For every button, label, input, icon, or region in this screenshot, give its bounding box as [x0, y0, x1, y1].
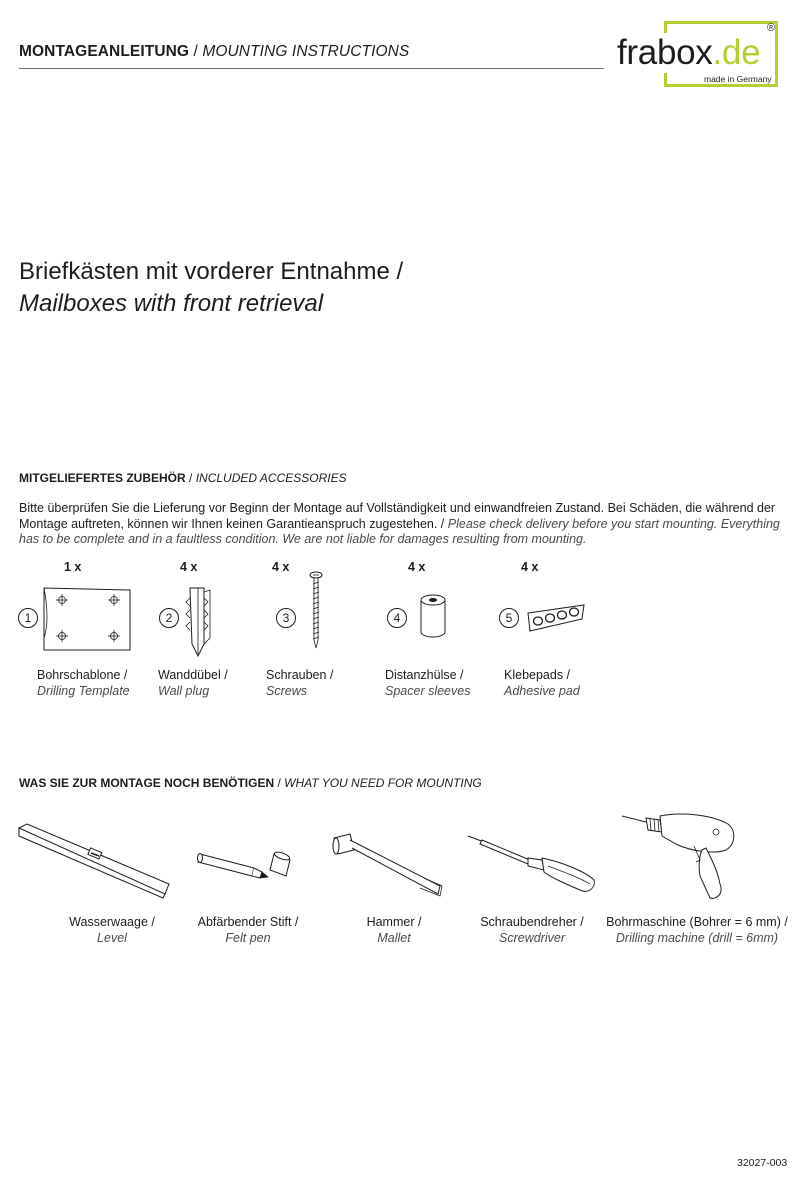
item-3-number: 3 — [276, 608, 296, 628]
accessories-heading-en: INCLUDED ACCESSORIES — [195, 471, 347, 485]
felt-pen-icon — [196, 848, 298, 888]
item-1-qty: 1 x — [64, 560, 82, 574]
screwdriver-icon — [466, 832, 598, 896]
item-1-number: 1 — [18, 608, 38, 628]
item-5-label-en: Adhesive pad — [504, 684, 580, 698]
adhesive-pad-icon — [524, 603, 588, 633]
tool-5-label — [598, 914, 796, 946]
tool-2-label-de: Abfärbender Stift / — [197, 915, 299, 929]
tool-2-label-en: Felt pen — [225, 931, 271, 945]
item-3-qty: 4 x — [272, 560, 290, 574]
item-1-label-en: Drilling Template — [37, 684, 130, 698]
header-title-en: MOUNTING INSTRUCTIONS — [202, 43, 410, 60]
header-separator: / — [189, 43, 203, 60]
item-4-qty: 4 x — [408, 560, 426, 574]
level-icon — [17, 822, 172, 902]
item-2-qty: 4 x — [180, 560, 198, 574]
item-2-label-en: Wall plug — [158, 684, 210, 698]
document-number: 32027-003 — [737, 1157, 788, 1169]
tool-4-label-en: Screwdriver — [499, 931, 565, 945]
item-4-label-de: Distanzhülse / — [385, 668, 464, 682]
item-1-label — [37, 667, 130, 699]
product-title-de: Briefkästen mit vorderer Entnahme / — [19, 258, 404, 285]
accessories-notice-en: Please check delivery before you start mounting. Everything has to be complete and in a faultless condition. We are not liable for damages resulting from mounting. — [19, 516, 780, 546]
mallet-icon — [328, 830, 452, 902]
item-3-label-de: Schrauben / — [266, 668, 334, 682]
item-5-qty: 4 x — [521, 560, 539, 574]
item-4-number: 4 — [387, 608, 407, 628]
tool-3-label-de: Hammer / — [366, 915, 422, 929]
tools-heading-en: WHAT YOU NEED FOR MOUNTING — [284, 776, 482, 790]
logo-name: frabox — [617, 33, 713, 72]
spacer-sleeve-icon — [418, 592, 448, 642]
wall-plug-icon — [184, 584, 224, 662]
tool-2-label — [168, 914, 328, 946]
tool-1-label-de: Wasserwaage / — [69, 915, 155, 929]
item-3-label-en: Screws — [266, 684, 307, 698]
tools-heading-de: WAS SIE ZUR MONTAGE NOCH BENÖTIGEN — [19, 776, 275, 790]
item-5-label — [504, 667, 580, 699]
tool-4-label — [462, 914, 602, 946]
drilling-machine-icon — [620, 808, 744, 904]
tool-3-label-en: Mallet — [377, 931, 411, 945]
accessories-heading: MITGELIEFERTES ZUBEHÖR / INCLUDED ACCESSORIES — [19, 471, 347, 485]
logo-tagline: made in Germany — [704, 74, 772, 84]
item-2-number: 2 — [159, 608, 179, 628]
logo-tld: .de — [712, 33, 761, 72]
tool-4-label-de: Schraubendreher / — [480, 915, 584, 929]
screw-icon — [304, 570, 328, 652]
product-title-en: Mailboxes with front retrieval — [19, 290, 324, 317]
item-4-label — [385, 667, 470, 699]
item-4-label-en: Spacer sleeves — [385, 684, 471, 698]
drilling-template-icon — [38, 580, 138, 660]
item-1-label-de: Bohrschablone / — [37, 668, 128, 682]
accessories-heading-de: MITGELIEFERTES ZUBEHÖR — [19, 471, 186, 485]
item-5-label-de: Klebepads / — [504, 668, 571, 682]
tool-3-label — [334, 914, 454, 946]
tool-1-label-en: Level — [97, 931, 127, 945]
item-3-label — [266, 667, 333, 699]
accessories-notice — [19, 501, 789, 548]
logo-registered-mark: ® — [767, 22, 776, 34]
item-2-label-de: Wanddübel / — [158, 668, 228, 682]
accessories-notice-de: Bitte überprüfen Sie die Lieferung vor Beginn der Montage auf Vollständigkeit und einwandfreien Zustand. Bei Schäden, die während der Montage auftreten, können wir Ihnen keinen Garantieanspruch zugestehen. / — [19, 501, 776, 531]
document-header-title — [19, 43, 409, 61]
logo-wordmark — [615, 33, 762, 73]
tool-5-label-en: Drilling machine (drill = 6mm) — [615, 931, 779, 945]
tool-5-label-de: Bohrmaschine (Bohrer = 6 mm) / — [606, 915, 788, 929]
item-2-label — [158, 667, 228, 699]
tools-heading: WAS SIE ZUR MONTAGE NOCH BENÖTIGEN / WHAT YOU NEED FOR MOUNTING — [19, 776, 482, 790]
header-rule — [19, 68, 604, 69]
header-title-de: MONTAGEANLEITUNG — [19, 43, 190, 60]
item-5-number: 5 — [499, 608, 519, 628]
